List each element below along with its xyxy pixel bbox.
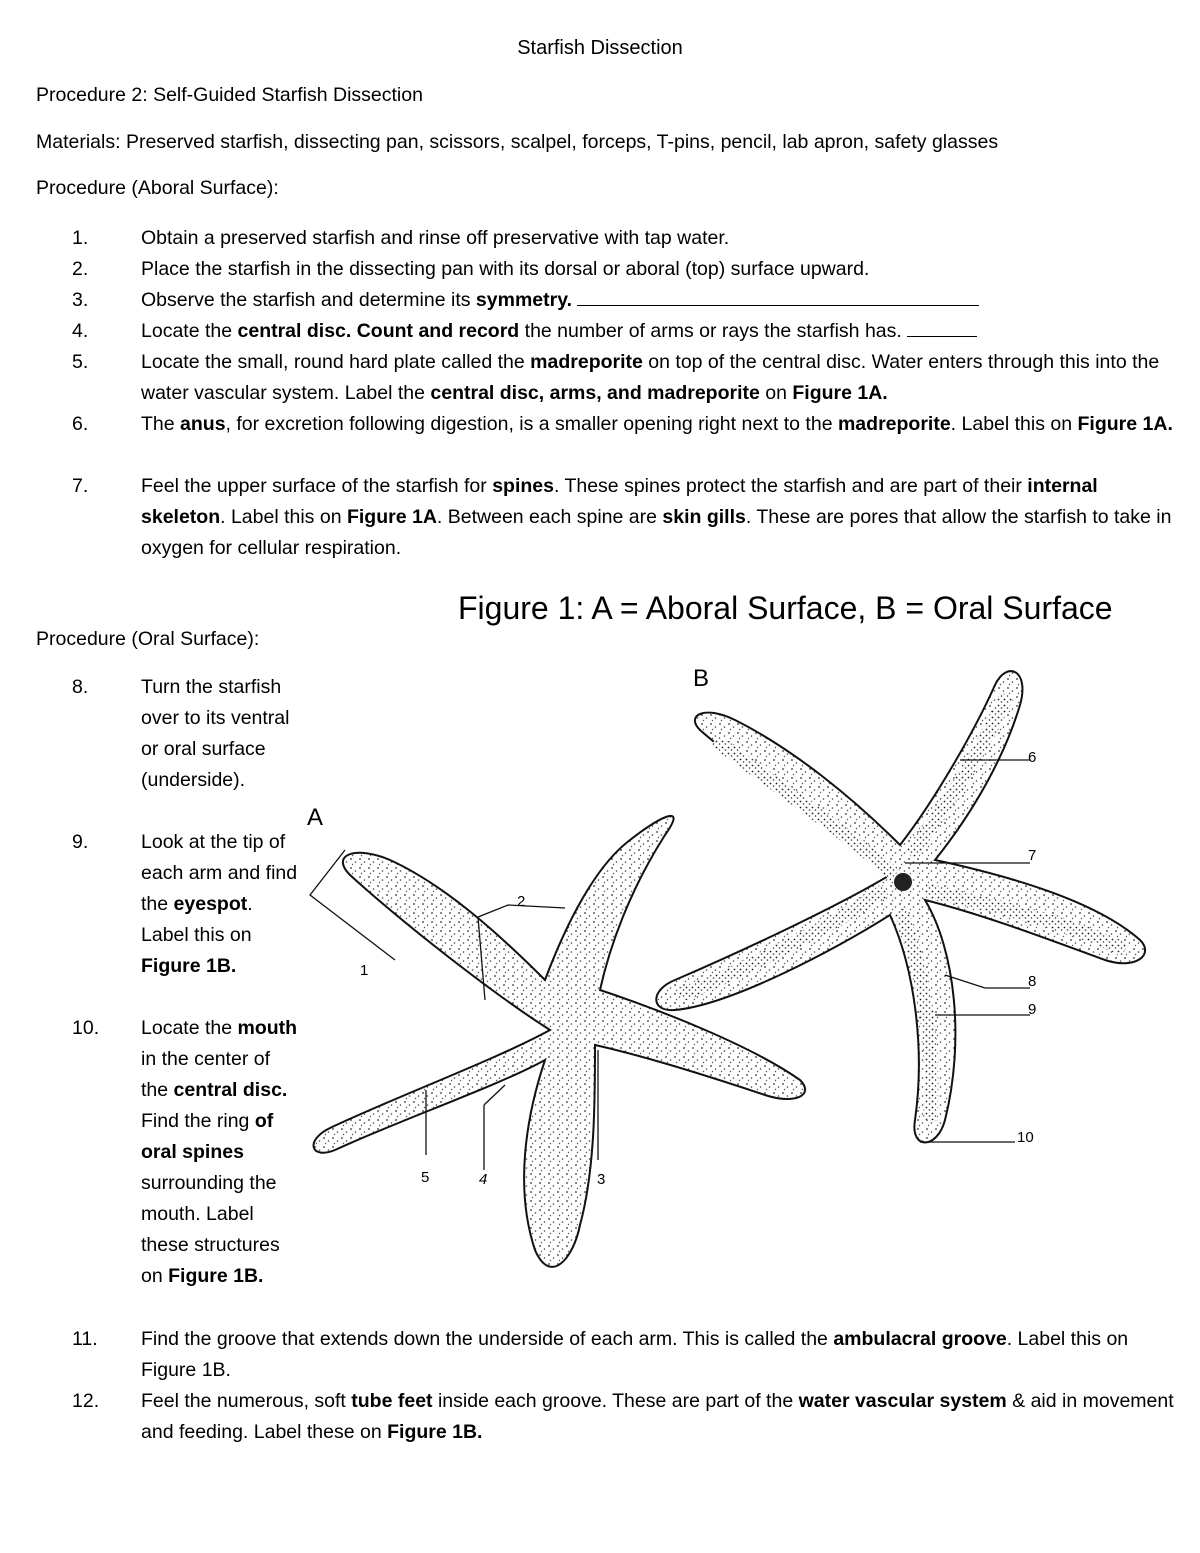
- starfish-a-body: [314, 816, 806, 1267]
- step-number: 12.: [72, 1390, 100, 1412]
- step-number: 9.: [72, 831, 89, 853]
- starfish-figure: [295, 650, 1175, 1300]
- oral-heading: Procedure (Oral Surface):: [36, 628, 260, 650]
- step-number: 6.: [72, 413, 89, 435]
- callout-7: 7: [1028, 847, 1037, 864]
- step-number: 1.: [72, 227, 89, 249]
- panel-a-label: A: [307, 804, 324, 831]
- step-text: Obtain a preserved starfish and rinse off preservative with tap water.: [141, 227, 730, 249]
- callout-6: 6: [1028, 749, 1037, 766]
- procedure-heading: Procedure 2: Self-Guided Starfish Dissection: [36, 84, 423, 106]
- page-title: Starfish Dissection: [517, 37, 683, 59]
- panel-b-label: B: [693, 665, 710, 692]
- starfish-a: [307, 804, 805, 1267]
- symmetry-answer-blank[interactable]: [577, 287, 979, 306]
- step-text: Locate the mouth in the center of the central disc. Find the ring of oral spines surrounding the mouth. Label these structures on Figure 1B.: [141, 1017, 298, 1287]
- callout-2: 2: [517, 893, 526, 910]
- step-number: 4.: [72, 320, 89, 342]
- step-text: Feel the numerous, soft tube feet inside each groove. These are part of the water vascular system & aid in movement and feeding. Label these on Figure 1B.: [141, 1390, 1174, 1443]
- mouth-center: [894, 873, 912, 891]
- callout-4: 4: [479, 1171, 488, 1188]
- materials-text: Preserved starfish, dissecting pan, scissors, scalpel, forceps, T-pins, pencil, lab apron, safety glasses: [125, 131, 999, 153]
- callout-9: 9: [1028, 1001, 1037, 1018]
- step-text: Look at the tip of each arm and find the eyespot. Label this on Figure 1B.: [141, 831, 298, 977]
- materials-line: [36, 131, 998, 154]
- step-text: Find the groove that extends down the underside of each arm. This is called the ambulacral groove. Label this on Figure 1B.: [141, 1328, 1129, 1381]
- groove-1: [715, 740, 895, 875]
- callout-3: 3: [597, 1171, 606, 1188]
- callout-4-tick: [484, 1085, 505, 1105]
- step-text: Locate the central disc. Count and record the number of arms or rays the starfish has.: [141, 316, 1181, 347]
- step-text: Observe the starfish and determine its symmetry.: [141, 285, 1181, 316]
- step-number: 8.: [72, 676, 89, 698]
- step-text: Turn the starfish over to its ventral or oral surface (underside).: [141, 676, 290, 791]
- step-text: Feel the upper surface of the starfish for spines. These spines protect the starfish and are part of their internal skeleton. Label this on Figure 1A. Between each spine are skin gills. These are pores that allow the starfish to take in oxygen for cellular respiration.: [141, 475, 1172, 559]
- step-number: 2.: [72, 258, 89, 280]
- arm-count-answer-blank[interactable]: [907, 318, 977, 337]
- figure-title: Figure 1: A = Aboral Surface, B = Oral Surface: [458, 590, 1113, 626]
- step-text: The anus, for excretion following digestion, is a smaller opening right next to the madreporite. Label this on Figure 1A.: [141, 413, 1173, 435]
- step-number: 3.: [72, 289, 89, 311]
- callout-8: 8: [1028, 973, 1037, 990]
- groove-2: [910, 695, 1007, 855]
- callout-5: 5: [421, 1169, 430, 1186]
- step-number: 11.: [72, 1328, 98, 1350]
- aboral-heading: Procedure (Aboral Surface):: [36, 177, 279, 199]
- step-number: 7.: [72, 475, 89, 497]
- groove-5: [680, 890, 885, 995]
- callout-10: 10: [1017, 1129, 1034, 1146]
- starfish-diagram: [295, 650, 1175, 1300]
- step-text: Locate the small, round hard plate called the madreporite on top of the central disc. Water enters through this into the water vascular system. Label the central disc, arms, and madreporite on Figure 1A.: [141, 351, 1160, 404]
- step-number: 5.: [72, 351, 89, 373]
- callout-1: 1: [360, 962, 369, 979]
- materials-label: Materials:: [36, 131, 121, 153]
- step-number: 10.: [72, 1017, 100, 1039]
- step-text: Place the starfish in the dissecting pan with its dorsal or aboral (top) surface upward.: [141, 258, 870, 280]
